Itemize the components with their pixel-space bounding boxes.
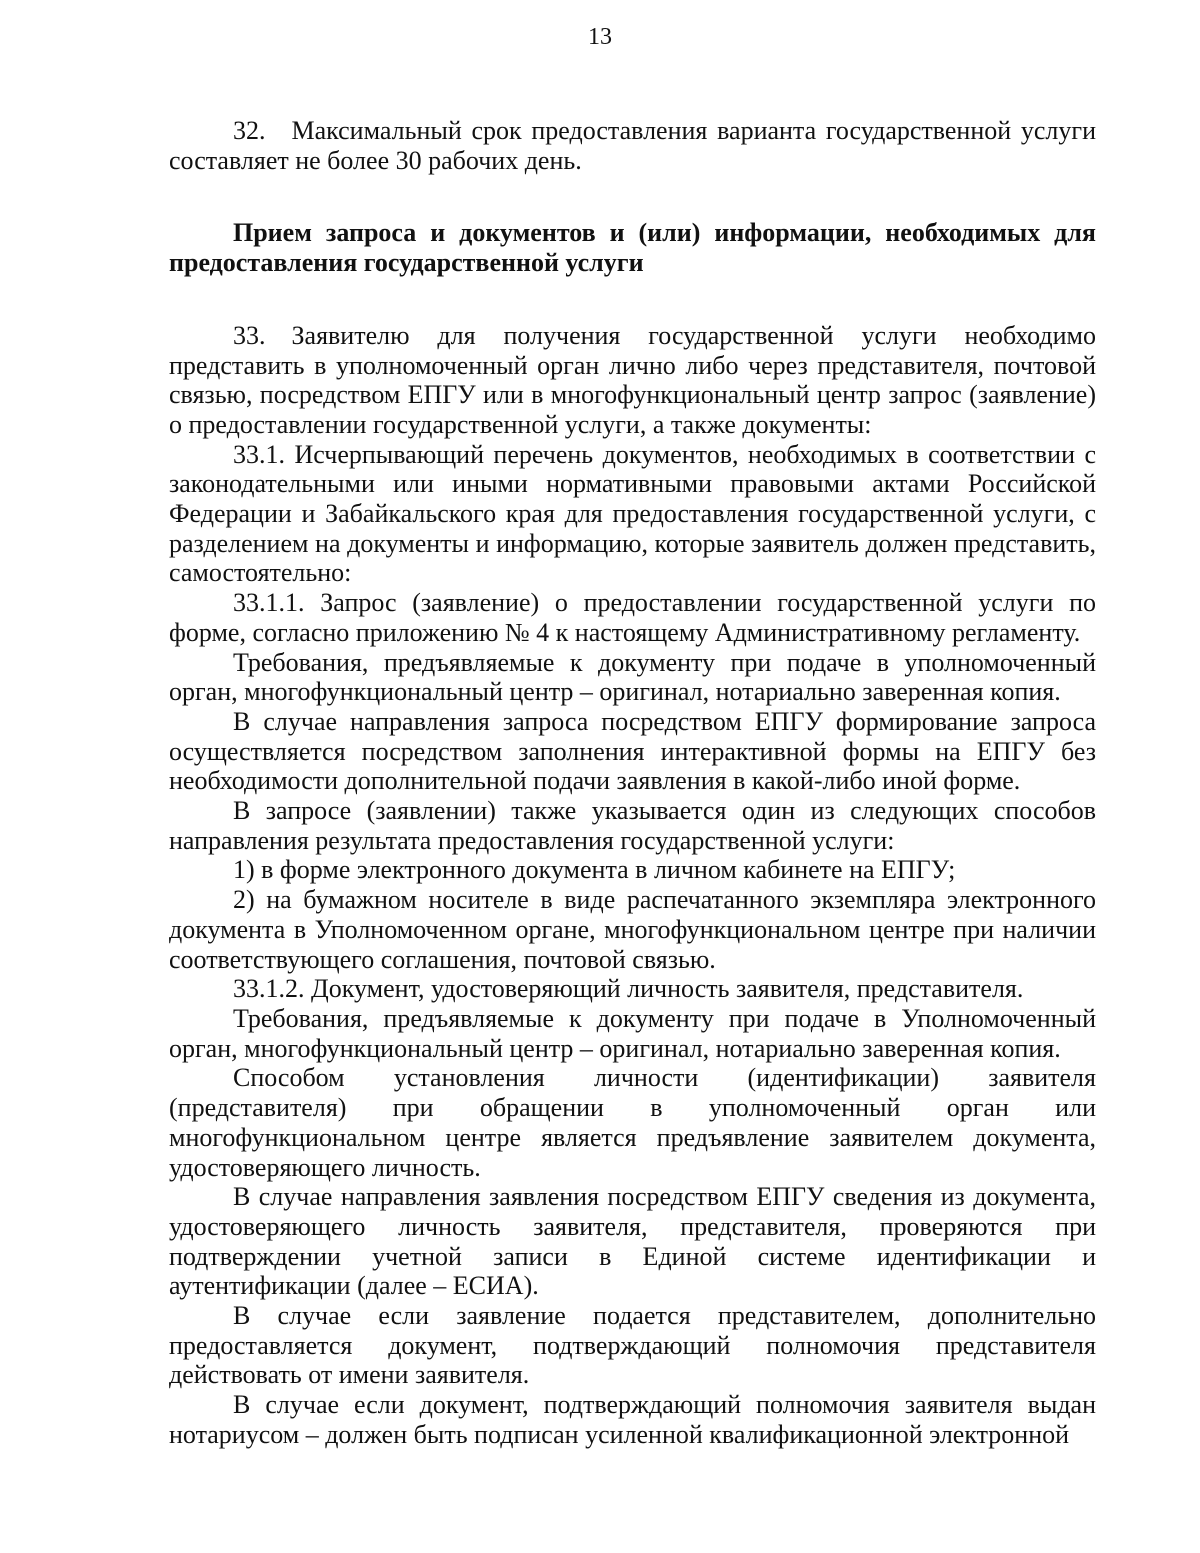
requirements-paragraph: Требования, предъявляемые к документу при подаче в уполномоченный орган, многофункциональный центр – оригинал, нотариально заверенная копия. xyxy=(169,647,1096,707)
result-methods-intro: В запросе (заявлении) также указывается один из следующих способов направления результата предоставления государственной услуги: xyxy=(169,796,1096,855)
paragraph-33-1: 33.1. Исчерпывающий перечень документов, необходимых в соответствии с законодательными или иными нормативными правовыми актами Российской Федерации и Забайкальского края для предоставления государственной услуги, с разделением на документы и информацию, которые заявитель должен представить, самостоятельно: xyxy=(169,439,1096,588)
paragraph-33-1-1: 33.1.1. Запрос (заявление) о предоставлении государственной услуги по форме, согласно приложению № 4 к настоящему Административному регламенту. xyxy=(169,588,1096,647)
list-item: 1) в форме электронного документа в личном кабинете на ЕПГУ; xyxy=(233,855,956,885)
document-body xyxy=(169,116,1096,1450)
section-heading: Прием запроса и документов и (или) информации, необходимых для предоставления государственной услуги xyxy=(169,218,1096,278)
esia-paragraph: В случае направления заявления посредством ЕПГУ сведения из документа, удостоверяющего личность заявителя, представителя, проверяются при подтверждении учетной записи в Единой системе идентификации и аутентификации (далее – ЕСИА). xyxy=(169,1182,1096,1301)
paragraph-33: 33. Заявителю для получения государственной услуги необходимо представить в уполномоченный орган лично либо через представителя, почтовой связью, посредством ЕПГУ или в многофункциональный центр запрос (заявление) о предоставлении государственной услуги, а также документы: xyxy=(169,320,1096,439)
identification-paragraph: Способом установления личности (идентификации) заявителя (представителя) при обращении в уполномоченный орган или многофункциональном центре является предъявление заявителем документа, удостоверяющего личность. xyxy=(169,1063,1096,1182)
page-number: 13 xyxy=(588,24,612,50)
list-item: 2) на бумажном носителе в виде распечатанного экземпляра электронного документа в Уполномоченном органе, многофункциональном центре при наличии соответствующего соглашения, почтовой связью. xyxy=(169,885,1096,974)
epgu-form-paragraph: В случае направления запроса посредством ЕПГУ формирование запроса осуществляется посредством заполнения интерактивной формы на ЕПГУ без необходимости дополнительной подачи заявления в какой-либо иной форме. xyxy=(169,706,1096,796)
representative-paragraph: В случае если заявление подается представителем, дополнительно предоставляется документ, подтверждающий полномочия представителя действовать от имени заявителя. xyxy=(169,1301,1096,1390)
notary-paragraph: В случае если документ, подтверждающий полномочия заявителя выдан нотариусом – должен быть подписан усиленной квалификационной электронной xyxy=(169,1390,1096,1449)
requirements-paragraph: Требования, предъявляемые к документу при подаче в Уполномоченный орган, многофункциональный центр – оригинал, нотариально заверенная копия. xyxy=(169,1003,1096,1063)
paragraph-33-1-2: 33.1.2. Документ, удостоверяющий личность заявителя, представителя. xyxy=(233,974,1024,1004)
paragraph-32: 32. Максимальный срок предоставления варианта государственной услуги составляет не более 30 рабочих день. xyxy=(169,116,1096,175)
spacer xyxy=(169,175,1096,218)
spacer xyxy=(169,278,1096,321)
